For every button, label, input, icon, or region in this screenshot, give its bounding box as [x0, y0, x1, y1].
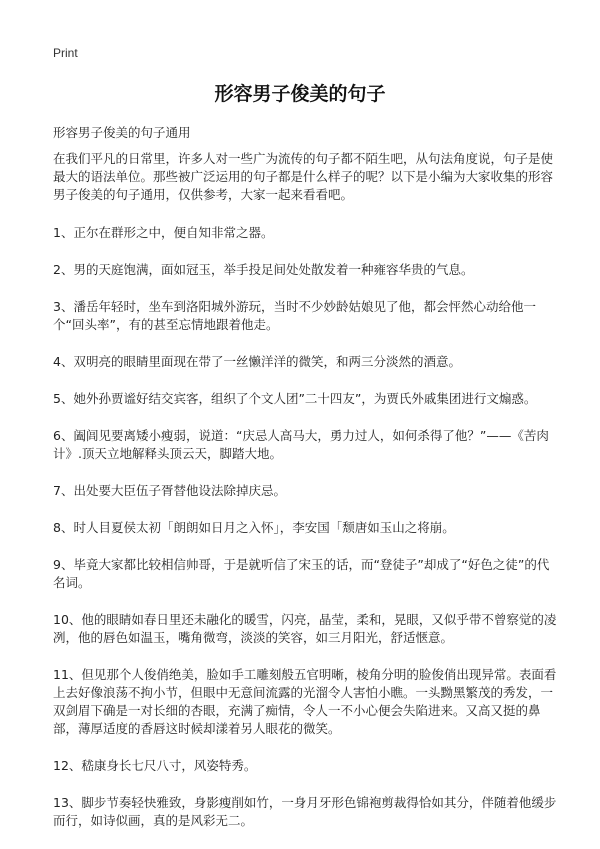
- page-title: 形容男子俊美的句子: [214, 83, 386, 105]
- list-item: 7、出处要大臣伍子胥替他设法除掉庆忌。: [53, 483, 286, 498]
- list-item: 4、双明亮的眼睛里面现在带了一丝懒洋洋的微笑，和两三分淡然的酒意。: [53, 354, 461, 369]
- list-item: 9、毕竟大家都比较相信帅哥，于是就听信了宋玉的话，而“登徒子”却成了“好色之徒”的代名词。: [53, 557, 550, 590]
- list-item: 6、阖闾见要离矮小瘦弱，说道：“庆忌人高马大，勇力过人，如何杀得了他？”——《苦肉计》.顶天立地解释头顶云天，脚踏大地。: [53, 428, 549, 461]
- list-item: 3、潘岳年轻时，坐车到洛阳城外游玩，当时不少妙龄姑娘见了他，都会怦然心动给他一个“回头率”，有的甚至忘情地跟着他走。: [53, 299, 536, 332]
- list-item: 2、男的天庭饱满，面如冠玉，举手投足间处处散发着一种雍容华贵的气息。: [53, 262, 474, 277]
- article-body: [53, 150, 558, 849]
- list-item: 8、时人目夏侯太初「朗朗如日月之入怀」，李安国「颓唐如玉山之将崩。: [53, 520, 455, 535]
- intro-paragraph: 在我们平凡的日常里，许多人对一些广为流传的句子都不陌生吧，从句法角度说，句子是使最大的语法单位。那些被广泛运用的句子都是什么样子的呢？以下是小编为大家收集的形容男子俊美的句子通用，仅供参考，大家一起来看看吧。: [53, 151, 554, 202]
- print-link[interactable]: Print: [53, 46, 78, 60]
- list-item: 11、但见那个人俊俏绝美，脸如手工雕刻般五官明晰，棱角分明的脸俊俏出现异常。表面看上去好像浪荡不拘小节，但眼中无意间流露的光溜令人害怕小瞧。一头黝黑繁茂的秀发，一双剑眉下确是一对长细的杏眼，充满了痴情，令人一不小心便会失陷进来。又高又挺的鼻部，薄厚适度的香唇这时候却漾着另人眼花的微笑。: [53, 667, 557, 736]
- list-item: 13、脚步节奏轻快雅致，身影瘦削如竹，一身月牙形色锦袍剪裁得恰如其分，伴随着他缓步而行，如诗似画，真的是风彩无二。: [53, 795, 557, 828]
- list-item: 5、她外孙贾谧好结交宾客，组织了个文人团”二十四友”，为贾氏外戚集团进行文煽惑。: [53, 391, 537, 406]
- article-subtitle: 形容男子俊美的句子通用: [53, 125, 191, 140]
- list-item: 10、他的眼睛如春日里还未融化的暖雪，闪亮，晶莹，柔和，晃眼，又似乎带不曾察觉的凌冽，他的唇色如温玉，嘴角微弯，淡淡的笑容，如三月阳光，舒适惬意。: [53, 612, 557, 645]
- list-item: 1、正尔在群形之中，便自知非常之器。: [53, 225, 274, 240]
- list-item: 12、嵇康身长七尺八寸，风姿特秀。: [53, 758, 257, 773]
